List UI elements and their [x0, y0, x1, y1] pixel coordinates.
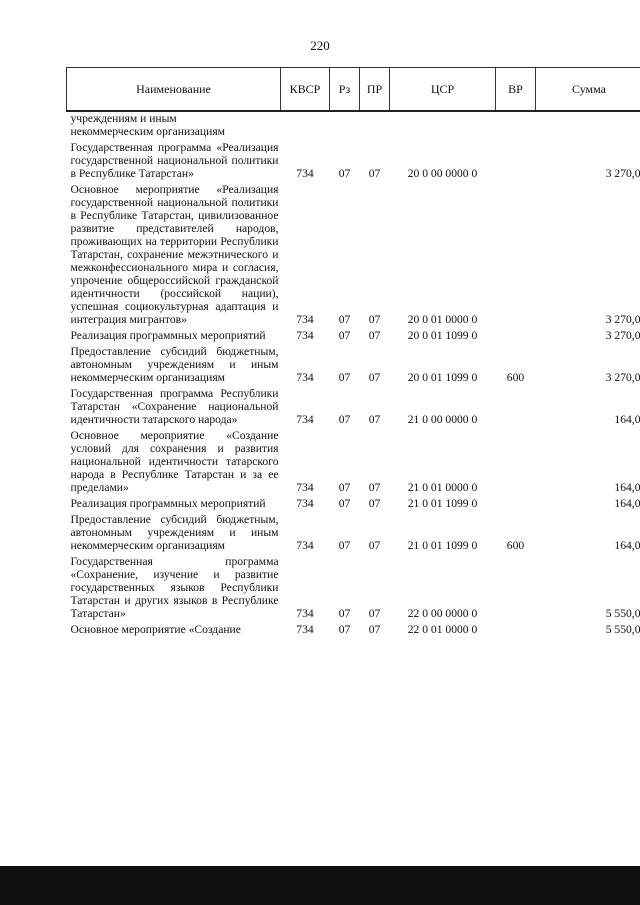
cell-name: Основное мероприятие «Создание [70, 623, 241, 636]
cell-pr: 07 [368, 167, 381, 180]
cell-name: Реализация программных мероприятий [70, 497, 266, 510]
cell-pr: 07 [368, 329, 381, 342]
cell-name: Государственная программа «Реализация государственной национальной политики в Республике Татарстан» [70, 141, 279, 180]
cell-rz: 07 [338, 313, 351, 326]
cell-vr [496, 111, 536, 138]
col-header-sum: Сумма [536, 68, 640, 112]
cell-csr: 20 0 01 1099 0 [407, 329, 478, 342]
cell-pr: 07 [368, 607, 381, 620]
table-row [67, 494, 640, 510]
cell-rz: 07 [338, 413, 351, 426]
table-row [67, 138, 640, 180]
cell-pr: 07 [368, 497, 381, 510]
cell-vr [496, 552, 536, 620]
cell-sum: 5 550,0 [605, 623, 640, 636]
cell-pr: 07 [368, 623, 381, 636]
cell-kvsr: 734 [296, 497, 314, 510]
cell-vr [496, 620, 536, 636]
cell-sum: 3 270,0 [605, 329, 640, 342]
cell-name: Предоставление субсидий бюджетным, автономным учреждениям и иным некоммерческим организациям [70, 345, 279, 384]
cell-kvsr: 734 [296, 329, 314, 342]
cell-csr [390, 111, 496, 138]
cell-rz: 07 [338, 623, 351, 636]
cell-vr [496, 326, 536, 342]
cell-csr: 20 0 01 1099 0 [407, 371, 478, 384]
cell-kvsr: 734 [296, 623, 314, 636]
cell-csr: 20 0 00 0000 0 [407, 167, 478, 180]
cell-sum: 3 270,0 [605, 371, 640, 384]
cell-name: Предоставление субсидий бюджетным, автономным учреждениям и иным некоммерческим организациям [70, 513, 279, 552]
cell-rz [330, 111, 360, 138]
cell-kvsr: 734 [296, 371, 314, 384]
table-row [67, 384, 640, 426]
scan-bottom-edge [0, 866, 640, 905]
cell-csr: 21 0 00 0000 0 [407, 413, 478, 426]
col-header-name: Наименование [67, 68, 281, 112]
cell-vr [496, 138, 536, 180]
cell-sum: 164,0 [614, 539, 640, 552]
cell-vr: 600 [506, 371, 525, 384]
cell-csr: 21 0 01 0000 0 [407, 481, 478, 494]
cell-kvsr: 734 [296, 413, 314, 426]
cell-rz: 07 [338, 539, 351, 552]
col-header-csr: ЦСР [390, 68, 496, 112]
cell-pr: 07 [368, 481, 381, 494]
cell-csr: 21 0 01 1099 0 [407, 539, 478, 552]
cell-vr [496, 494, 536, 510]
table-body [67, 111, 640, 636]
cell-vr [496, 426, 536, 494]
cell-rz: 07 [338, 329, 351, 342]
cell-sum [536, 111, 640, 138]
cell-name: Государственная программа Республики Татарстан «Сохранение национальной идентичности татарского народа» [70, 387, 279, 426]
table-row [67, 326, 640, 342]
table-row [67, 552, 640, 620]
cell-name: Основное мероприятие «Создание условий для сохранения и развития национальной идентичности татарского народа в Республике Татарстан и за ее пределами» [70, 429, 279, 494]
col-header-kvsr: КВСР [281, 68, 330, 112]
table-row [67, 342, 640, 384]
cell-kvsr: 734 [296, 607, 314, 620]
col-header-pr: ПР [360, 68, 390, 112]
cell-vr: 600 [506, 539, 525, 552]
cell-kvsr: 734 [296, 313, 314, 326]
table-row [67, 620, 640, 636]
table-row [67, 510, 640, 552]
cell-pr: 07 [368, 539, 381, 552]
cell-csr: 21 0 01 1099 0 [407, 497, 478, 510]
cell-rz: 07 [338, 371, 351, 384]
cell-sum: 3 270,0 [605, 167, 640, 180]
cell-kvsr [281, 111, 330, 138]
cell-csr: 22 0 00 0000 0 [407, 607, 478, 620]
cell-rz: 07 [338, 497, 351, 510]
cell-kvsr: 734 [296, 481, 314, 494]
table-header [67, 68, 640, 112]
cell-rz: 07 [338, 607, 351, 620]
cell-pr: 07 [368, 313, 381, 326]
cell-csr: 22 0 01 0000 0 [407, 623, 478, 636]
col-header-vr: ВР [496, 68, 536, 112]
cell-rz: 07 [338, 481, 351, 494]
cell-sum: 164,0 [614, 481, 640, 494]
budget-table [66, 67, 640, 636]
cell-sum: 164,0 [614, 413, 640, 426]
cell-rz: 07 [338, 167, 351, 180]
cell-vr [496, 180, 536, 326]
cell-sum: 164,0 [614, 497, 640, 510]
cell-name: учреждениям и иным некоммерческим организациям [70, 112, 225, 138]
cell-name: Основное мероприятие «Реализация государственной национальной политики в Республике Татарстан, цивилизованное развитие представителей народов, проживающих на территории Республики Татарстан, сохранение межэтнического и межконфессионального мира и согласия, упрочение общероссийской гражданской идентичности (российской нации), успешная социокультурная адаптация и интеграция мигрантов» [70, 183, 279, 326]
cell-csr: 20 0 01 0000 0 [407, 313, 478, 326]
cell-vr [496, 384, 536, 426]
cell-kvsr: 734 [296, 167, 314, 180]
table-row [67, 426, 640, 494]
cell-pr [360, 111, 390, 138]
cell-pr: 07 [368, 371, 381, 384]
cell-name: Государственная программа «Сохранение, изучение и развитие государственных языков Республики Татарстан и других языков в Республике Татарстан» [70, 555, 279, 620]
table-row [67, 111, 640, 138]
table-row [67, 180, 640, 326]
cell-name: Реализация программных мероприятий [70, 329, 266, 342]
cell-sum: 3 270,0 [605, 313, 640, 326]
col-header-rz: Рз [330, 68, 360, 112]
cell-pr: 07 [368, 413, 381, 426]
cell-kvsr: 734 [296, 539, 314, 552]
cell-sum: 5 550,0 [605, 607, 640, 620]
page-number: 220 [310, 38, 330, 53]
